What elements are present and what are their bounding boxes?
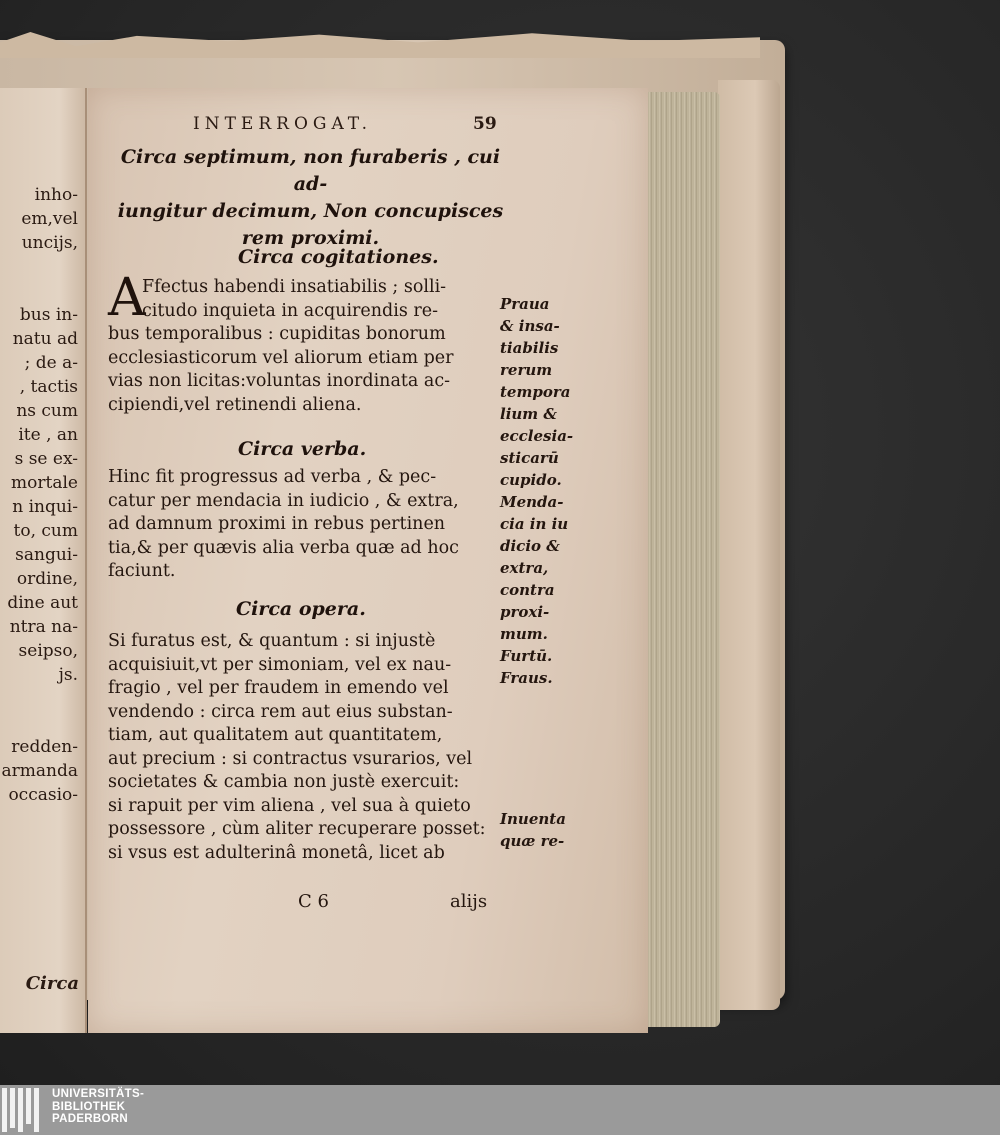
heading-line: rem proximi. xyxy=(241,227,380,249)
left-line: armanda xyxy=(1,761,78,781)
text-line: cipiendi,vel retinendi aliena. xyxy=(108,394,362,415)
text-line: fragio , vel per fraudem in emendo vel xyxy=(108,678,449,698)
logo-line: UNIVERSITÄTS- xyxy=(52,1088,145,1100)
text-line: tiam, aut qualitatem aut quantitatem, xyxy=(108,725,443,745)
text-line: possessore , cùm aliter recuperare posset: xyxy=(108,819,486,839)
left-line: mortale xyxy=(11,473,78,493)
text-line: citudo inquieta in acquirendis re- xyxy=(142,300,439,321)
marginal-note: sticarū xyxy=(500,449,559,467)
left-line: seipso, xyxy=(18,641,78,661)
paragraph-verba xyxy=(108,466,503,584)
marginal-note: mum. xyxy=(500,625,548,643)
text-line: catur per mendacia in iudicio , & extra, xyxy=(108,490,459,511)
marginal-note: proxi- xyxy=(500,603,550,621)
paragraph-opera xyxy=(108,630,503,865)
running-head xyxy=(88,114,648,138)
heading-line: iungitur decimum, Non concupisces xyxy=(117,200,504,222)
left-line: ite , an xyxy=(18,425,78,445)
text-line: si rapuit per vim aliena , vel sua à quieto xyxy=(108,795,471,816)
left-line: natu ad xyxy=(12,329,78,349)
left-line: occasio- xyxy=(8,785,78,805)
rear-board xyxy=(718,80,780,1010)
left-line: sangui- xyxy=(15,545,78,565)
marginal-note: Menda- xyxy=(500,493,564,511)
left-line: ntra na- xyxy=(9,617,78,637)
library-logo-text xyxy=(52,1088,144,1126)
marginal-note: Fraus. xyxy=(500,669,553,687)
paragraph-cogitationes xyxy=(108,276,503,417)
marginal-note: lium & xyxy=(500,405,557,423)
marginal-note: dicio & xyxy=(500,537,560,555)
left-line: redden- xyxy=(11,737,78,757)
left-page xyxy=(0,88,87,1033)
marginal-note: contra xyxy=(500,581,555,599)
text-line: vendendo : circa rem aut eius substan- xyxy=(108,701,453,722)
left-line: inho- xyxy=(34,185,78,205)
library-footer xyxy=(0,1085,1000,1135)
text-line: Si furatus est, & quantum : si injustè xyxy=(108,631,436,651)
running-head-title: INTERROGAT. xyxy=(193,114,373,134)
marginal-note: Furtū. xyxy=(500,647,553,665)
section-title-verba: Circa verba. xyxy=(238,438,367,460)
left-line: ns cum xyxy=(16,401,78,421)
page-number: 59 xyxy=(473,114,497,134)
left-line: uncijs, xyxy=(21,233,78,253)
text-line: vias non licitas:voluntas inordinata ac- xyxy=(108,371,451,391)
left-line: ; de a- xyxy=(24,353,78,373)
left-line: to, cum xyxy=(13,521,78,541)
marginal-note: tiabilis xyxy=(500,339,559,357)
text-line: Hinc fit progressus ad verba , & pec- xyxy=(108,467,437,487)
text-line: acquisiuit,vt per simoniam, vel ex nau- xyxy=(108,654,452,675)
page-fore-edge xyxy=(648,92,720,1027)
signature-mark: C 6 xyxy=(298,891,329,912)
left-line: , tactis xyxy=(19,377,78,397)
left-catchword: Circa xyxy=(25,973,79,994)
text-line: si vsus est adulterinâ monetâ, licet ab xyxy=(108,842,445,863)
left-line: dine aut xyxy=(7,593,78,613)
marginal-note: cia in iu xyxy=(500,515,569,533)
marginal-note: extra, xyxy=(500,559,549,577)
section-title-opera: Circa opera. xyxy=(236,598,366,620)
marginal-notes-upper xyxy=(500,293,590,689)
marginal-note: cupido. xyxy=(500,471,562,489)
left-line: ordine, xyxy=(16,569,78,589)
left-page-text xyxy=(0,183,82,807)
chapter-heading xyxy=(113,144,508,252)
heading-line: Circa septimum, non furaberis , cui ad- xyxy=(120,146,501,195)
left-line: em,vel xyxy=(21,209,78,229)
text-line: aut precium : si contractus vsurarios, vel xyxy=(108,748,473,769)
logo-line: PADERBORN xyxy=(52,1113,128,1125)
library-logo-icon xyxy=(2,1088,46,1132)
text-line: societates & cambia non justè exercuit: xyxy=(108,772,460,792)
catchword: alijs xyxy=(450,891,488,912)
section-title-cogitationes: Circa cogitationes. xyxy=(238,246,439,268)
text-line: bus temporalibus : cupiditas bonorum xyxy=(108,324,446,344)
text-line: faciunt. xyxy=(108,561,176,581)
marginal-notes-lower xyxy=(500,808,590,852)
text-line: ecclesiasticorum vel aliorum etiam per xyxy=(108,347,454,368)
marginal-note: rerum xyxy=(500,361,553,379)
left-line: bus in- xyxy=(19,305,78,325)
marginal-note: & insa- xyxy=(500,317,560,335)
text-line: Ffectus habendi insatiabilis ; solli- xyxy=(142,277,447,297)
marginal-note: tempora xyxy=(500,383,571,401)
right-page xyxy=(88,88,648,1033)
marginal-note: Praua xyxy=(500,295,550,313)
marginal-note: ecclesia- xyxy=(500,427,574,445)
logo-line: BIBLIOTHEK xyxy=(52,1100,126,1113)
text-line: tia,& per quævis alia verba quæ ad hoc xyxy=(108,537,459,558)
left-line: js. xyxy=(58,665,78,685)
left-line: s se ex- xyxy=(14,449,78,469)
marginal-note: quæ re- xyxy=(500,832,565,850)
text-line: ad damnum proximi in rebus pertinen xyxy=(108,514,446,534)
marginal-note: Inuenta xyxy=(500,810,566,828)
left-line: n inqui- xyxy=(12,497,78,517)
drop-cap: A xyxy=(108,268,146,328)
